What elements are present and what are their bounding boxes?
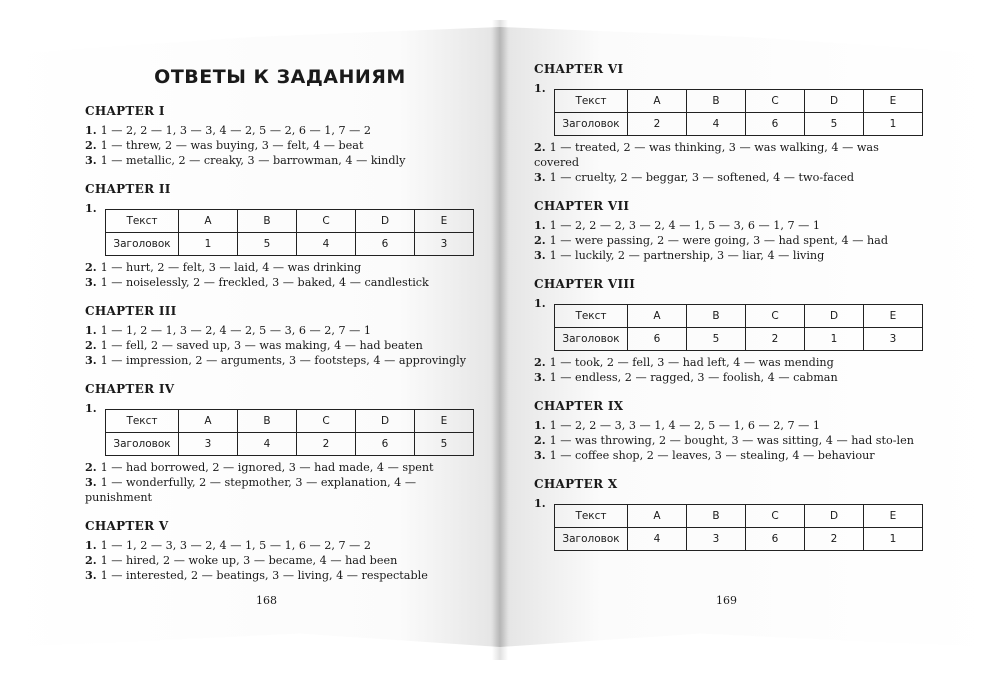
answer-text: 1 — interested, 2 — beatings, 3 — living, 4 — respectable	[100, 569, 428, 582]
answer-table-block	[85, 401, 475, 456]
chapter-heading: CHAPTER IX	[534, 399, 624, 413]
answer-line	[85, 323, 475, 338]
answer-line	[534, 140, 924, 170]
table-cell: 3	[687, 528, 746, 551]
table-cell: 5	[238, 233, 297, 256]
table-column-header: D	[356, 410, 415, 433]
answer-text: 1 — hired, 2 — woke up, 3 — became, 4 — had been	[100, 554, 398, 567]
chapter-section	[85, 182, 475, 290]
table-row-label: Заголовок	[106, 433, 179, 456]
answer-table-block	[534, 81, 924, 136]
answer-text: 1 — cruelty, 2 — beggar, 3 — softened, 4 — two-faced	[549, 171, 854, 184]
table-cell: 4	[628, 528, 687, 551]
chapter-heading: CHAPTER II	[85, 182, 171, 196]
book-spine	[492, 20, 508, 660]
table-cell: 3	[179, 433, 238, 456]
task-number: 1.	[85, 323, 101, 337]
answer-table	[554, 89, 923, 136]
table-cell: 2	[628, 113, 687, 136]
table-row-label: Заголовок	[555, 528, 628, 551]
table-column-header: C	[297, 410, 356, 433]
task-number: 3.	[85, 353, 101, 367]
answer-table	[554, 504, 923, 551]
answer-line	[534, 170, 924, 185]
task-number: 2.	[85, 338, 101, 352]
table-column-header: D	[805, 305, 864, 328]
chapter-heading: CHAPTER X	[534, 477, 618, 491]
chapter-section	[85, 304, 475, 368]
chapter-section	[534, 62, 924, 185]
table-cell: 4	[687, 113, 746, 136]
table-header-label: Текст	[555, 305, 628, 328]
task-number: 1.	[534, 496, 546, 510]
answer-line	[85, 553, 475, 568]
table-cell: 5	[805, 113, 864, 136]
answer-line	[85, 475, 475, 505]
task-number: 1.	[85, 123, 101, 137]
table-column-header: C	[746, 305, 805, 328]
table-column-header: D	[805, 505, 864, 528]
answer-line	[534, 218, 924, 233]
answer-text: 1 — 1, 2 — 1, 3 — 2, 4 — 2, 5 — 3, 6 — 2, 7 — 1	[100, 324, 372, 337]
answer-line	[534, 248, 924, 263]
answer-line	[534, 433, 924, 448]
task-number: 2.	[85, 138, 101, 152]
table-cell: 4	[238, 433, 297, 456]
table-cell: 2	[297, 433, 356, 456]
task-number: 2.	[85, 260, 101, 274]
table-column-header: D	[805, 90, 864, 113]
table-column-header: C	[297, 210, 356, 233]
answer-table-block	[534, 496, 924, 551]
table-header-label: Текст	[555, 90, 628, 113]
page-title: ОТВЕТЫ К ЗАДАНИЯМ	[154, 66, 406, 88]
answer-text: 1 — wonderfully, 2 — stepmother, 3 — explanation, 4 — punishment	[85, 476, 417, 504]
task-number: 3.	[85, 475, 101, 489]
table-column-header: B	[687, 505, 746, 528]
table-cell: 4	[297, 233, 356, 256]
task-number: 2.	[534, 433, 550, 447]
table-header-label: Текст	[106, 410, 179, 433]
table-column-header: A	[628, 505, 687, 528]
task-number: 1.	[85, 201, 97, 215]
table-column-header: E	[415, 210, 474, 233]
left-chapters	[85, 104, 475, 583]
left-page-number: 168	[256, 594, 277, 607]
table-row-label: Заголовок	[555, 328, 628, 351]
task-number: 1.	[85, 538, 101, 552]
task-number: 3.	[534, 370, 550, 384]
answer-text: 1 — was throwing, 2 — bought, 3 — was sitting, 4 — had sto-len	[549, 434, 914, 447]
chapter-heading: CHAPTER III	[85, 304, 177, 318]
answer-text: 1 — coffee shop, 2 — leaves, 3 — stealing, 4 — behaviour	[549, 449, 875, 462]
task-number: 3.	[85, 153, 101, 167]
answer-line	[85, 460, 475, 475]
task-number: 2.	[85, 460, 101, 474]
table-cell: 6	[628, 328, 687, 351]
chapter-heading: CHAPTER VIII	[534, 277, 636, 291]
table-column-header: A	[179, 210, 238, 233]
table-cell: 2	[746, 328, 805, 351]
chapter-section	[85, 382, 475, 505]
table-cell: 5	[415, 433, 474, 456]
answer-text: 1 — endless, 2 — ragged, 3 — foolish, 4 — cabman	[549, 371, 838, 384]
table-cell: 2	[805, 528, 864, 551]
answer-table-block	[534, 296, 924, 351]
answer-text: 1 — 2, 2 — 3, 3 — 1, 4 — 2, 5 — 1, 6 — 2, 7 — 1	[549, 419, 821, 432]
task-number: 3.	[85, 275, 101, 289]
chapter-heading: CHAPTER V	[85, 519, 169, 533]
answer-text: 1 — threw, 2 — was buying, 3 — felt, 4 — beat	[100, 139, 364, 152]
answer-line	[534, 448, 924, 463]
table-cell: 3	[415, 233, 474, 256]
answer-line	[85, 538, 475, 553]
table-cell: 1	[805, 328, 864, 351]
table-cell: 1	[864, 528, 923, 551]
chapter-section	[534, 277, 924, 385]
task-number: 1.	[85, 401, 97, 415]
table-column-header: C	[746, 90, 805, 113]
chapter-section	[85, 104, 475, 168]
chapter-heading: CHAPTER VII	[534, 199, 630, 213]
right-chapters	[534, 62, 924, 551]
answer-line	[85, 138, 475, 153]
table-column-header: A	[628, 305, 687, 328]
left-page-content	[85, 62, 475, 597]
task-number: 3.	[85, 568, 101, 582]
task-number: 2.	[534, 355, 550, 369]
answer-text: 1 — impression, 2 — arguments, 3 — footsteps, 4 — approvingly	[100, 354, 467, 367]
answer-text: 1 — treated, 2 — was thinking, 3 — was walking, 4 — was covered	[534, 141, 879, 169]
chapter-section	[85, 519, 475, 583]
right-page-content	[534, 62, 924, 565]
answer-text: 1 — were passing, 2 — were going, 3 — had spent, 4 — had	[549, 234, 888, 247]
table-header-label: Текст	[106, 210, 179, 233]
table-column-header: C	[746, 505, 805, 528]
task-number: 3.	[534, 248, 550, 262]
table-row-label: Заголовок	[555, 113, 628, 136]
answer-text: 1 — hurt, 2 — felt, 3 — laid, 4 — was drinking	[100, 261, 362, 274]
answer-table	[105, 409, 474, 456]
table-cell: 5	[687, 328, 746, 351]
table-column-header: E	[415, 410, 474, 433]
task-number: 1.	[534, 81, 546, 95]
answer-line	[534, 355, 924, 370]
answer-line	[85, 260, 475, 275]
answer-line	[85, 568, 475, 583]
answer-text: 1 — luckily, 2 — partnership, 3 — liar, 4 — living	[549, 249, 825, 262]
answer-table	[105, 209, 474, 256]
table-cell: 1	[179, 233, 238, 256]
answer-line	[85, 353, 475, 368]
task-number: 3.	[534, 170, 550, 184]
right-page-number: 169	[716, 594, 737, 607]
chapter-section	[534, 199, 924, 263]
chapter-section	[534, 399, 924, 463]
answer-line	[534, 418, 924, 433]
table-column-header: B	[238, 410, 297, 433]
task-number: 2.	[534, 233, 550, 247]
answer-line	[534, 370, 924, 385]
answer-line	[85, 123, 475, 138]
task-number: 1.	[534, 296, 546, 310]
answer-table	[554, 304, 923, 351]
task-number: 2.	[85, 553, 101, 567]
table-column-header: E	[864, 505, 923, 528]
answer-table-block	[85, 201, 475, 256]
table-row-label: Заголовок	[106, 233, 179, 256]
table-column-header: D	[356, 210, 415, 233]
table-column-header: B	[687, 90, 746, 113]
table-column-header: B	[687, 305, 746, 328]
answer-text: 1 — noiselessly, 2 — freckled, 3 — baked, 4 — candlestick	[100, 276, 429, 289]
chapter-heading: CHAPTER VI	[534, 62, 624, 76]
answer-text: 1 — 2, 2 — 1, 3 — 3, 4 — 2, 5 — 2, 6 — 1, 7 — 2	[100, 124, 372, 137]
table-header-label: Текст	[555, 505, 628, 528]
table-cell: 6	[356, 233, 415, 256]
task-number: 1.	[534, 418, 550, 432]
table-cell: 1	[864, 113, 923, 136]
task-number: 3.	[534, 448, 550, 462]
table-column-header: A	[179, 410, 238, 433]
chapter-heading: CHAPTER I	[85, 104, 165, 118]
answer-line	[85, 153, 475, 168]
table-column-header: E	[864, 305, 923, 328]
task-number: 1.	[534, 218, 550, 232]
chapter-heading: CHAPTER IV	[85, 382, 175, 396]
answer-line	[85, 275, 475, 290]
table-column-header: B	[238, 210, 297, 233]
table-cell: 3	[864, 328, 923, 351]
task-number: 2.	[534, 140, 550, 154]
answer-text: 1 — 2, 2 — 2, 3 — 2, 4 — 1, 5 — 3, 6 — 1, 7 — 1	[549, 219, 821, 232]
answer-text: 1 — took, 2 — fell, 3 — had left, 4 — was mending	[549, 356, 834, 369]
answer-text: 1 — 1, 2 — 3, 3 — 2, 4 — 1, 5 — 1, 6 — 2, 7 — 2	[100, 539, 372, 552]
answer-text: 1 — metallic, 2 — creaky, 3 — barrowman, 4 — kindly	[100, 154, 406, 167]
table-column-header: E	[864, 90, 923, 113]
table-cell: 6	[746, 113, 805, 136]
chapter-section	[534, 477, 924, 551]
answer-text: 1 — had borrowed, 2 — ignored, 3 — had made, 4 — spent	[100, 461, 434, 474]
answer-line	[85, 338, 475, 353]
table-column-header: A	[628, 90, 687, 113]
answer-text: 1 — fell, 2 — saved up, 3 — was making, 4 — had beaten	[100, 339, 423, 352]
table-cell: 6	[746, 528, 805, 551]
answer-line	[534, 233, 924, 248]
table-cell: 6	[356, 433, 415, 456]
